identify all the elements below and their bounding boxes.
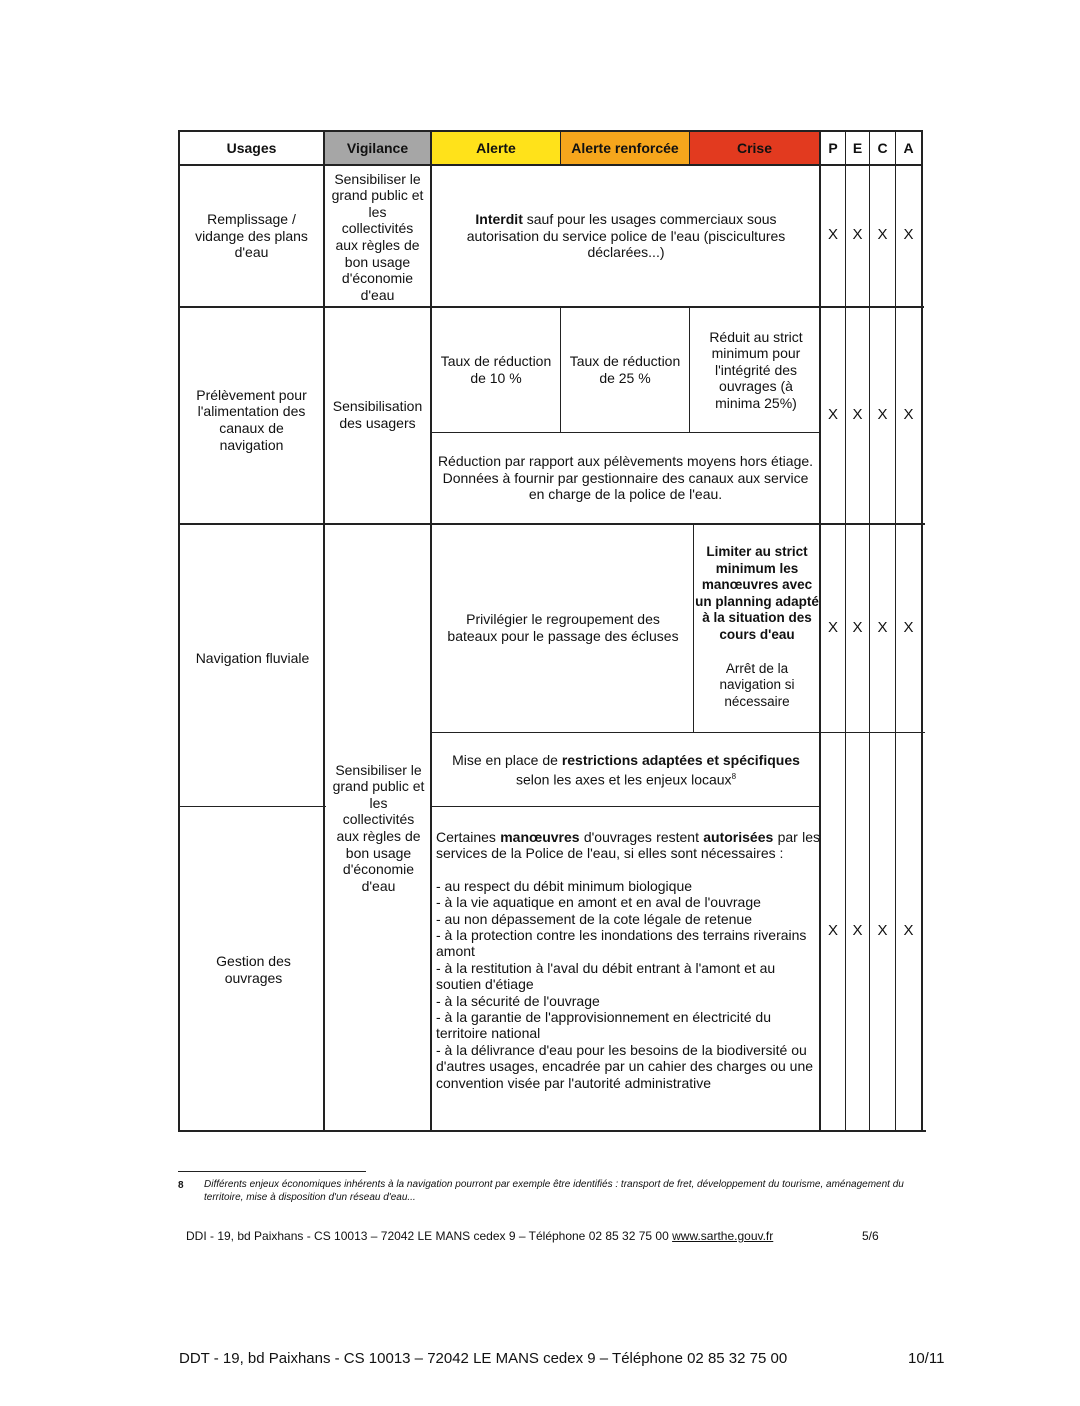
measure-plans-eau-rest: sauf pour les usages commerciaux sous autorisation du service police de l'eau (piscicultures déclarées...): [466, 211, 786, 261]
header-a: A: [903, 139, 914, 156]
restr-post: selon les axes et les enjeux locaux: [515, 771, 732, 788]
mark-ouvrages-p: X: [827, 921, 838, 939]
list-item: - à la restitution à l'aval du débit entrant à l'amont et au soutien d'étiage: [436, 959, 776, 993]
ouvrages-intro-manoeuvres: manœuvres: [500, 829, 580, 845]
ouvrages-intro-mid: d'ouvrages restent: [579, 829, 704, 845]
list-item: - à la délivrance d'eau pour les besoins de la biodiversité ou d'autres usages, encadrée par un cahier des charges ou une convention visée par l'autorité administrative: [436, 1041, 814, 1091]
vline-right: [921, 130, 923, 1132]
mark-plans-eau-p: X: [827, 225, 838, 243]
mark-plans-eau-a: X: [903, 225, 914, 243]
restrictions-navigation: [440, 748, 812, 792]
mark-navigation-p: X: [827, 618, 838, 636]
vigilance-canaux: Sensibilisation des usagers: [332, 398, 423, 431]
mark-canaux-a: X: [903, 405, 914, 423]
note-canaux: Réduction par rapport aux pélèvements moyens hors étiage. Données à fournir par gestionnaire des canaux aux service en charge de la police de l'eau.: [437, 453, 814, 503]
usage-ouvrages: Gestion des ouvrages: [216, 953, 291, 986]
footnote-number: 8: [178, 1180, 184, 1191]
ouvrages-intro-post: par les services de la Police de l'eau, si elles sont nécessaires :: [436, 829, 820, 862]
restr-footnote-ref: 8: [731, 771, 737, 781]
mark-ouvrages-e: X: [852, 921, 863, 939]
hline-restr-split: [432, 806, 821, 807]
header-vigilance: Vigilance: [346, 139, 409, 156]
inner-footer-address: [186, 1229, 826, 1243]
inner-footer-address-text: DDI - 19, bd Paixhans - CS 10013 – 72042 LE MANS cedex 9 – Téléphone 02 85 32 75 00: [186, 1229, 673, 1243]
header-crise: Crise: [736, 139, 773, 156]
ouvrages-intro-pre: Certaines: [436, 829, 501, 845]
usage-canaux: Prélèvement pour l'alimentation des canaux de navigation: [196, 386, 307, 453]
alerte-renforcee-navigation: Privilégier le regroupement des bateaux pour le passage des écluses: [447, 611, 679, 644]
restr-bold: restrictions adaptées et spécifiques: [561, 752, 800, 769]
vigilance-plans-eau: Sensibiliser le grand public et les collectivités aux règles de bon usage d'économie d'eau: [331, 170, 424, 303]
footnote-text: Différents enjeux économiques inhérents à la navigation pourront par exemple être identifiés : transport de fret, développement du tourisme, aménagement du territoire, mise à disposition d'un réseau d'eau...: [204, 1179, 904, 1203]
hline-canaux-split: [430, 432, 820, 433]
list-item: - à la sécurité de l'ouvrage: [436, 992, 600, 1009]
crise-navigation-bold: Limiter au strict minimum les manœuvres avec un planning adapté à la situation des cours d'eau: [695, 544, 819, 642]
measure-plans-eau: [440, 166, 812, 306]
header-e: E: [852, 139, 863, 156]
list-item: - au non dépassement de la cote légale de retenue: [436, 910, 753, 927]
hline-usage-split: [180, 806, 326, 807]
outer-footer-page: 10/11: [908, 1350, 945, 1367]
list-item: - à la garantie de l'approvisionnement en électricité du territoire national: [436, 1009, 771, 1042]
header-alerte: Alerte: [476, 139, 516, 156]
crise-navigation: [695, 544, 819, 730]
outer-footer-address: DDT - 19, bd Paixhans - CS 10013 – 72042 LE MANS cedex 9 – Téléphone 02 85 32 75 00: [179, 1350, 788, 1367]
header-alerte-renforcee: Alerte renforcée: [571, 139, 679, 156]
mark-canaux-p: X: [827, 405, 838, 423]
header-c: C: [877, 139, 888, 156]
inner-footer-link[interactable]: www.sarthe.gouv.fr: [672, 1229, 774, 1243]
list-item: - au respect du débit minimum biologique: [436, 877, 693, 894]
mark-navigation-a: X: [903, 618, 914, 636]
mark-canaux-c: X: [877, 405, 888, 423]
usage-navigation: Navigation fluviale: [195, 649, 310, 666]
vline-ar-nav: [693, 524, 694, 733]
measure-plans-eau-bold: Interdit: [475, 211, 523, 228]
vline-vigilance: [430, 130, 432, 1132]
crise-navigation-extra: Arrêt de la navigation si nécessaire: [719, 660, 795, 709]
inner-footer-page: 5/6: [862, 1229, 879, 1243]
ouvrages-conditions-list: [436, 878, 820, 1091]
usage-plans-eau: Remplissage / vidange des plans d'eau: [195, 211, 308, 261]
hline-nav-split: [431, 732, 925, 733]
measure-ouvrages: [436, 829, 820, 1125]
vline-usages: [323, 130, 325, 1132]
hline-bottom: [180, 1130, 926, 1132]
list-item: - à la vie aquatique en amont et en aval de l'ouvrage: [436, 894, 761, 911]
mark-ouvrages-c: X: [877, 921, 888, 939]
mark-navigation-e: X: [852, 618, 863, 636]
mark-plans-eau-c: X: [877, 225, 888, 243]
list-item: - à la protection contre les inondations des terrains riverains amont: [436, 927, 807, 960]
alerte-renforcee-canaux: Taux de réduction de 25 %: [569, 353, 681, 386]
mark-ouvrages-a: X: [903, 921, 914, 939]
header-p: P: [828, 139, 838, 156]
vigilance-ouvrages: Sensibiliser le grand public et les collectivités aux règles de bon usage d'économie d'eau: [332, 761, 425, 894]
vline-ar-canaux: [689, 307, 690, 433]
restr-pre: Mise en place de: [452, 752, 562, 769]
mark-navigation-c: X: [877, 618, 888, 636]
crise-canaux: Réduit au strict minimum pour l'intégrité des ouvrages (à minima 25%): [709, 328, 803, 411]
mark-canaux-e: X: [852, 405, 863, 423]
ouvrages-intro: [436, 829, 820, 862]
vline-left: [178, 130, 180, 1132]
header-usages: Usages: [226, 139, 277, 156]
ouvrages-intro-autorisees: autorisées: [703, 829, 774, 845]
alerte-canaux: Taux de réduction de 10 %: [440, 353, 552, 386]
mark-plans-eau-e: X: [852, 225, 863, 243]
footnote-rule: [178, 1171, 366, 1172]
hline-row2: [179, 523, 925, 525]
